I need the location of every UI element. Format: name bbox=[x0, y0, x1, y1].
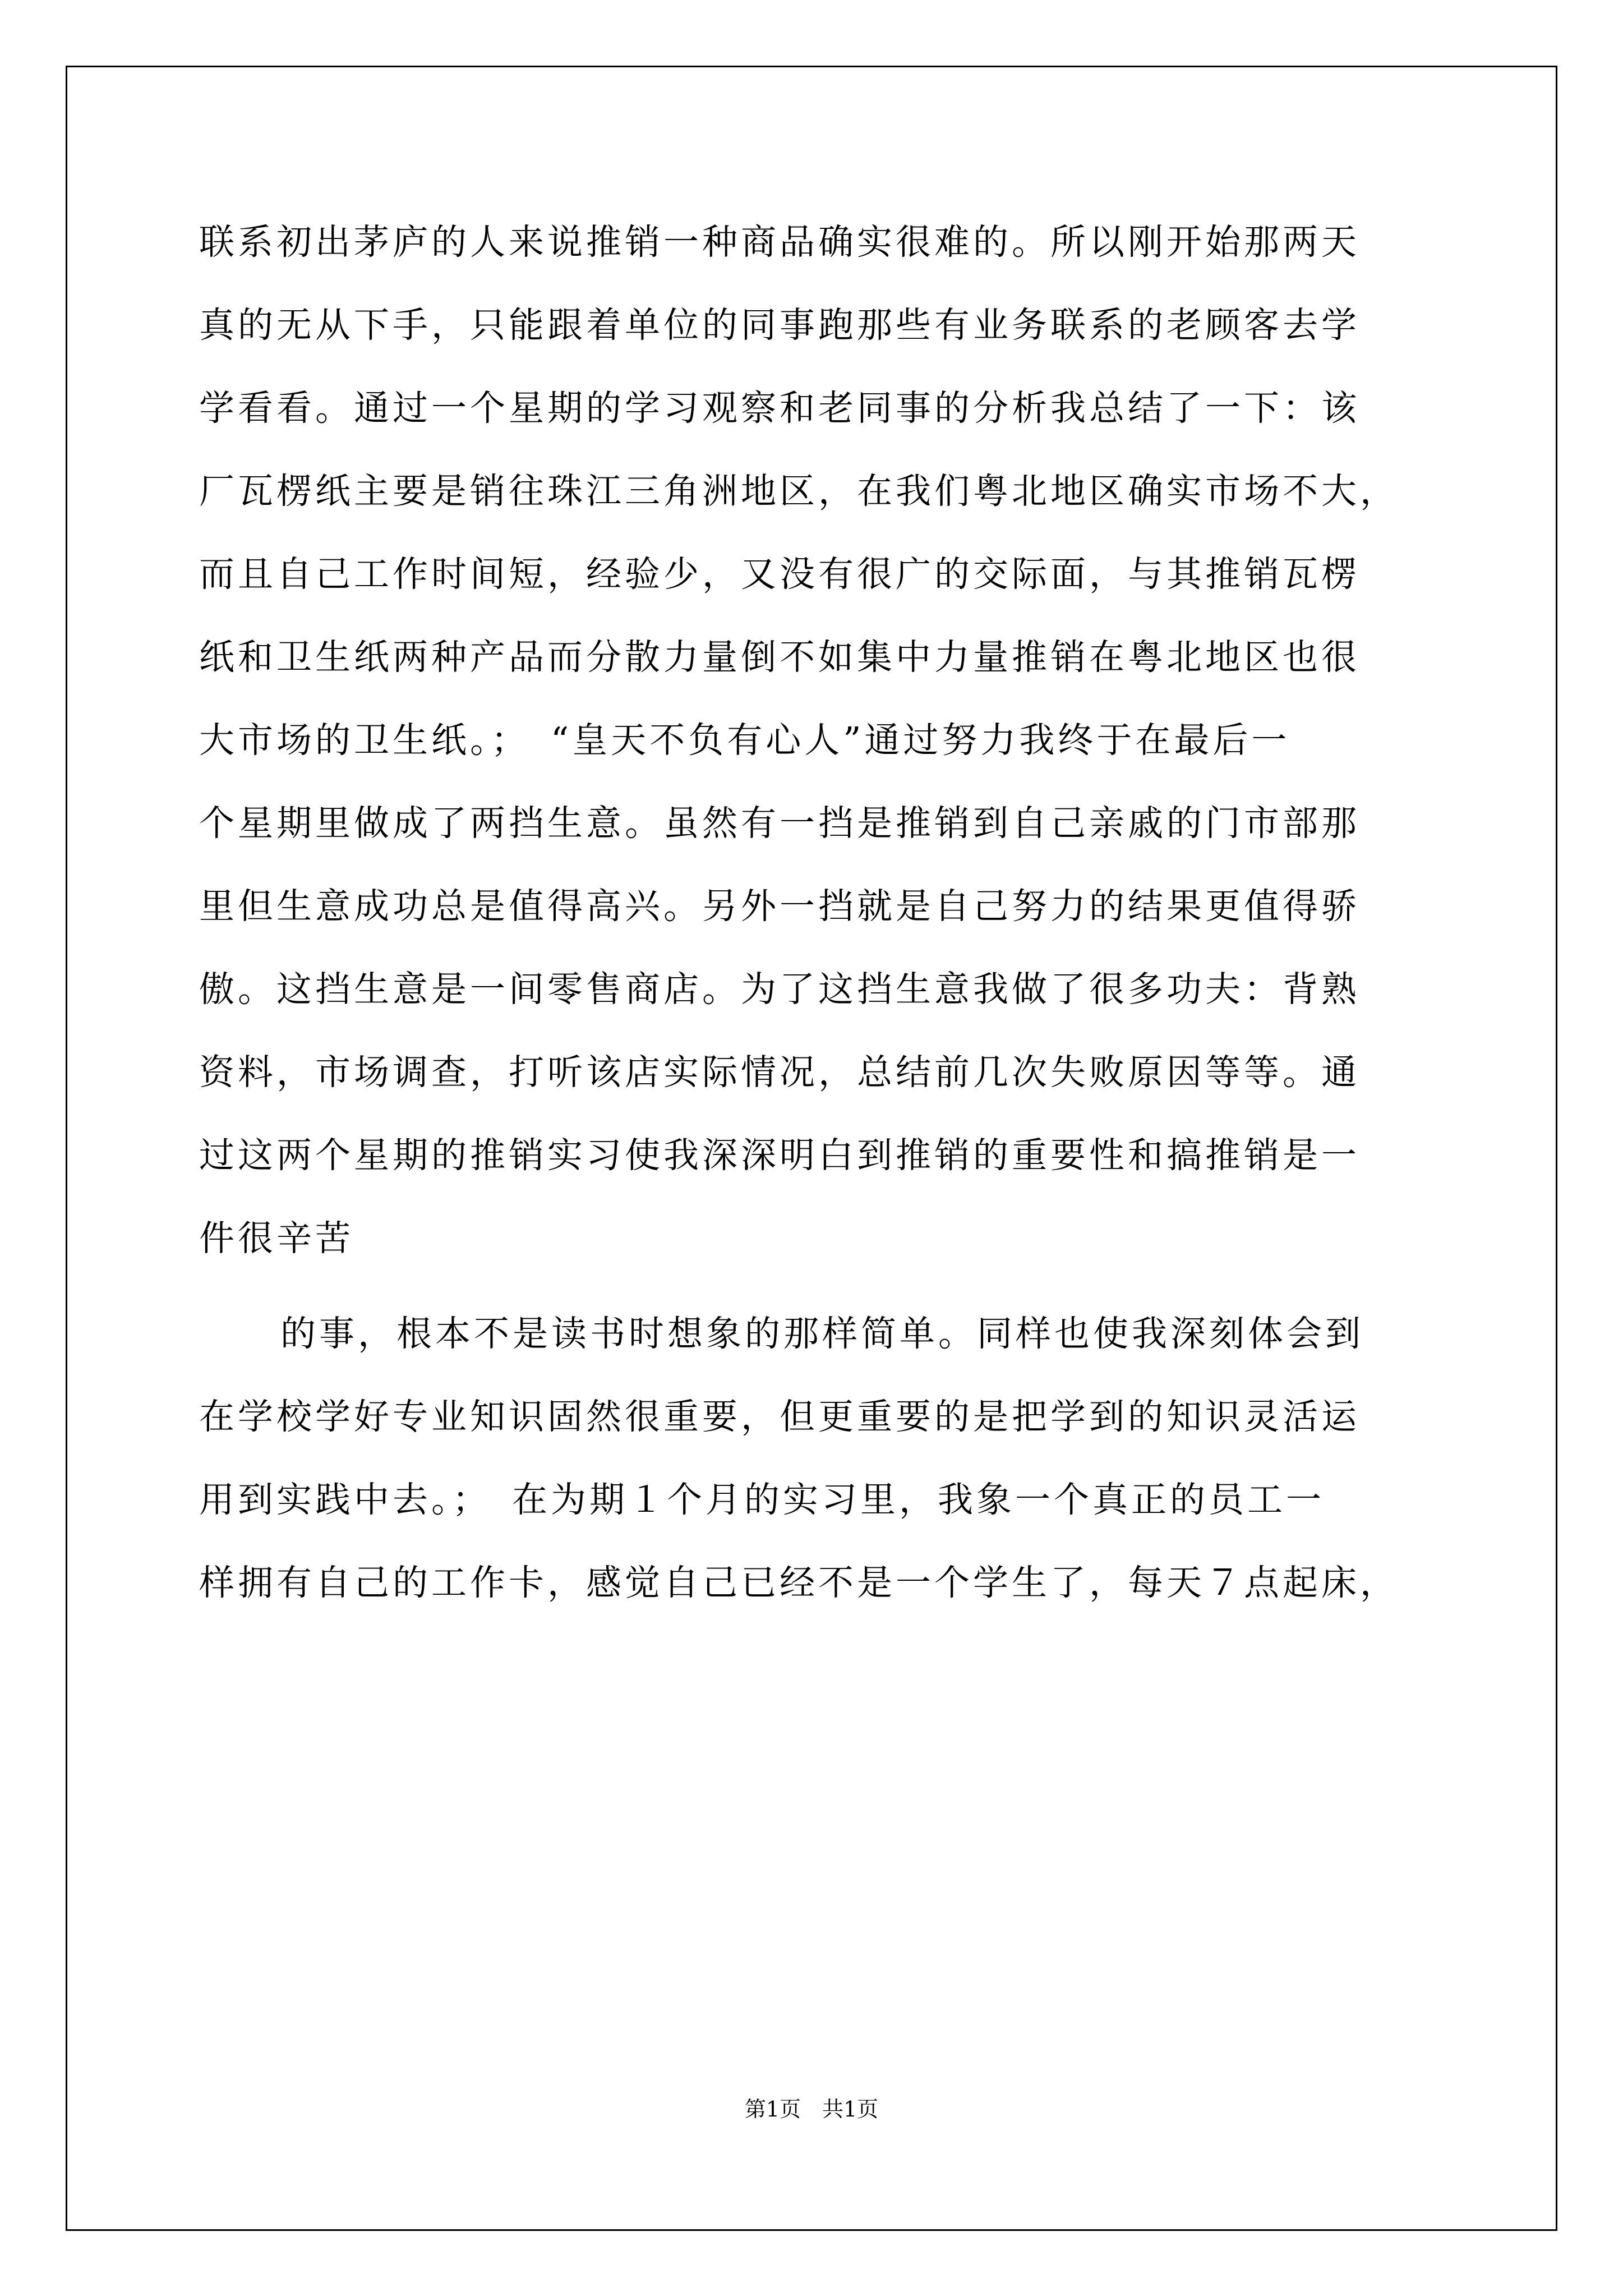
text-line: 学看看。通过一个星期的学习观察和老同事的分析我总结了一下：该 bbox=[199, 388, 1360, 429]
text-line: 在学校学好专业知识固然很重要，但更重要的是把学到的知识灵活运 bbox=[199, 1396, 1360, 1437]
page-number-footer: 第1页 共1页 bbox=[744, 2097, 879, 2122]
text-line: 真的无从下手，只能跟着单位的同事跑那些有业务联系的老顾客去学 bbox=[199, 305, 1360, 346]
text-line: 资料，市场调查，打听该店实际情况，总结前几次失败原因等等。通 bbox=[199, 1052, 1360, 1093]
text-line: 用到实践中去。； 在为期１个月的实习里，我象一个真正的员工一 bbox=[199, 1479, 1325, 1520]
text-line: 联系初出茅庐的人来说推销一种商品确实很难的。所以刚开始那两天 bbox=[199, 222, 1360, 263]
text-line: 件很辛苦 bbox=[199, 1218, 354, 1259]
text-line: 过这两个星期的推销实习使我深深明白到推销的重要性和搞推销是一 bbox=[199, 1135, 1360, 1176]
text-line: 个星期里做成了两挡生意。虽然有一挡是推销到自己亲戚的门市部那 bbox=[199, 803, 1360, 844]
text-line: 样拥有自己的工作卡，感觉自己已经不是一个学生了，每天７点起床， bbox=[199, 1562, 1399, 1603]
text-line: 傲。这挡生意是一间零售商店。为了这挡生意我做了很多功夫：背熟 bbox=[199, 969, 1360, 1010]
paragraph-first-line: 的事，根本不是读书时想象的那样简单。同样也使我深刻体会到 bbox=[280, 1313, 1364, 1354]
text-line: 厂瓦楞纸主要是销往珠江三角洲地区，在我们粤北地区确实市场不大， bbox=[199, 471, 1399, 512]
text-line: 纸和卫生纸两种产品而分散力量倒不如集中力量推销在粤北地区也很 bbox=[199, 637, 1360, 678]
text-line: 大市场的卫生纸。； “皇天不负有心人”通过努力我终于在最后一 bbox=[199, 720, 1290, 761]
text-line: 而且自己工作时间短，经验少，又没有很广的交际面，与其推销瓦楞 bbox=[199, 554, 1360, 595]
text-line: 里但生意成功总是值得高兴。另外一挡就是自己努力的结果更值得骄 bbox=[199, 886, 1360, 927]
